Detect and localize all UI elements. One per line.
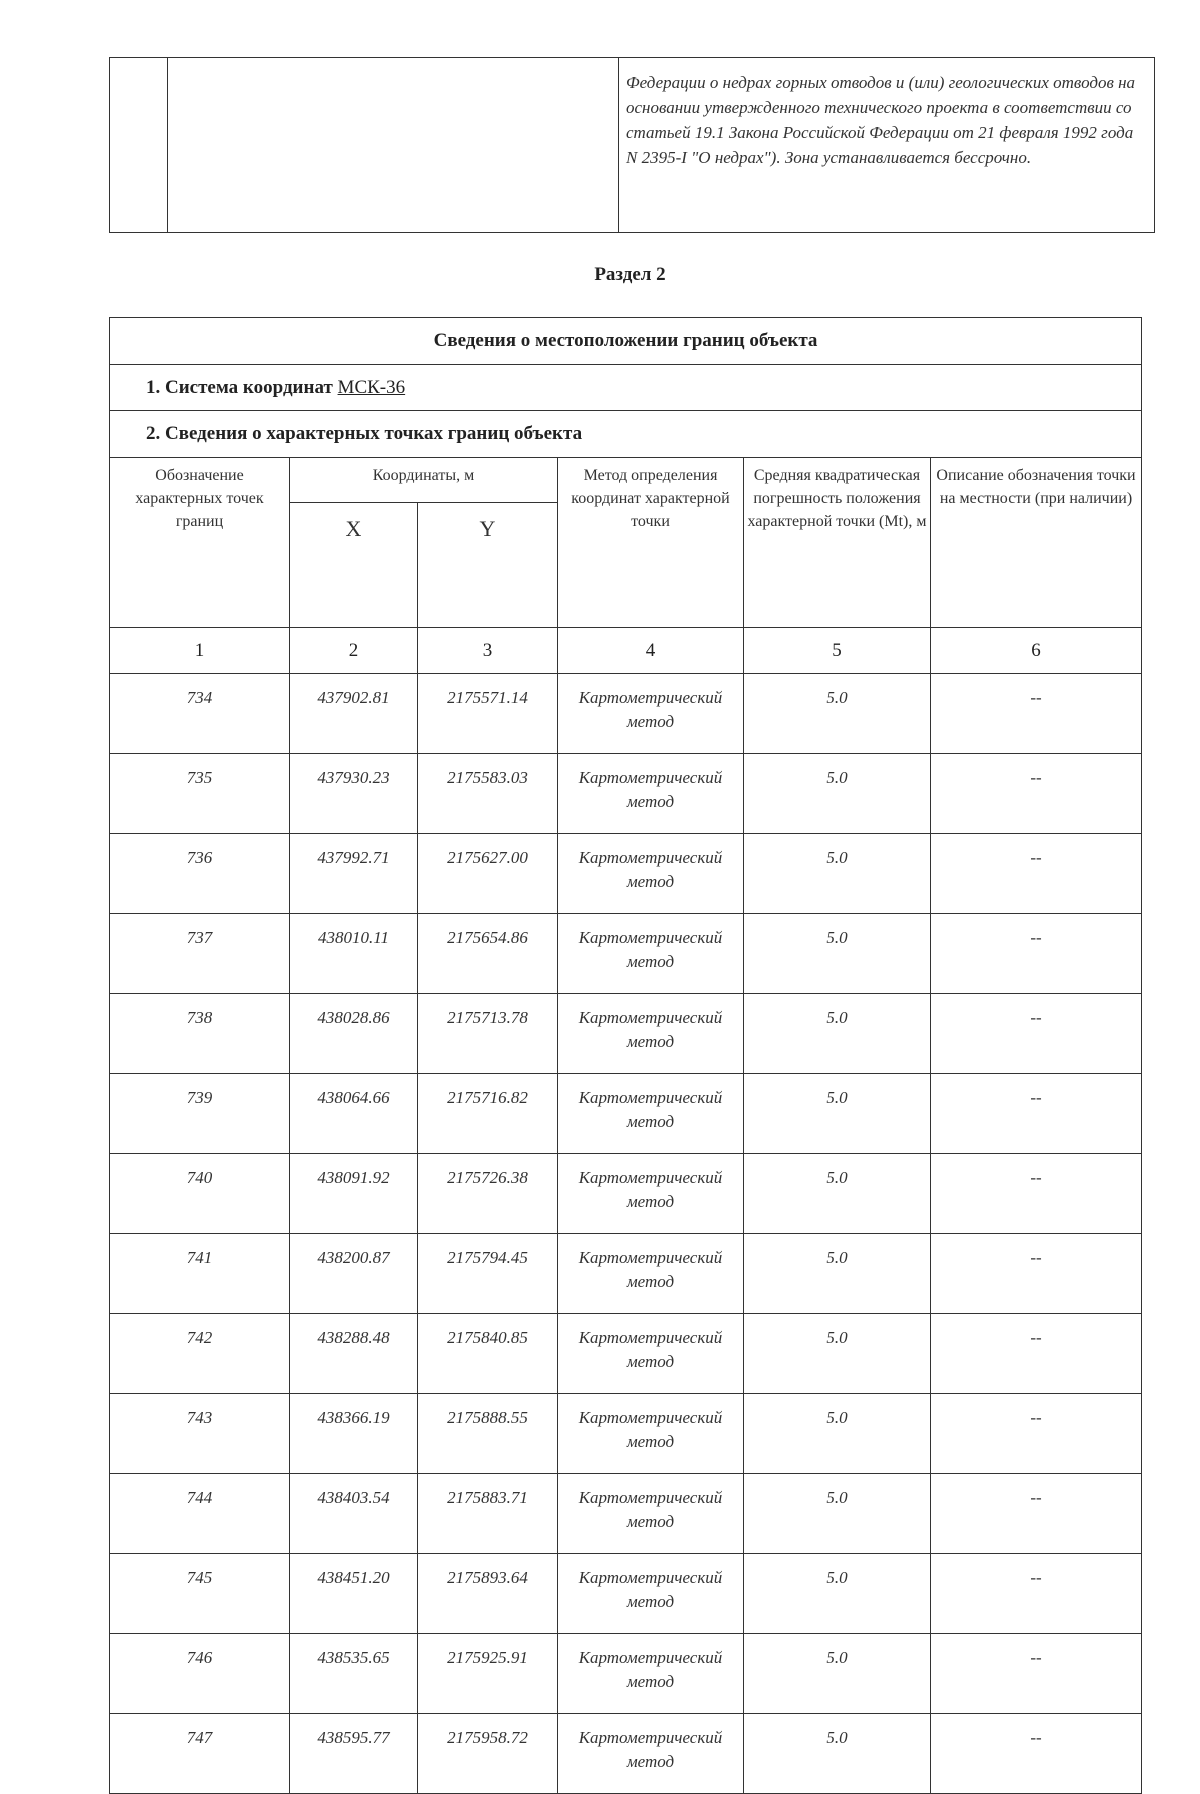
error-cell: 5.0 <box>744 1154 931 1234</box>
error-cell: 5.0 <box>744 994 931 1074</box>
table-row <box>110 1714 1142 1794</box>
table-row <box>110 1234 1142 1314</box>
table-row <box>110 1314 1142 1394</box>
continuation-cell-number <box>110 58 168 233</box>
y-cell: 2175583.03 <box>418 754 558 834</box>
description-cell: -- <box>931 754 1142 834</box>
error-cell: 5.0 <box>744 1314 931 1394</box>
table-row <box>110 1554 1142 1634</box>
description-cell: -- <box>931 1474 1142 1554</box>
error-cell: 5.0 <box>744 1634 931 1714</box>
column-number: 5 <box>744 628 931 674</box>
point-cell: 737 <box>110 914 290 994</box>
header-point-designation: Обозначение характерных точек границ <box>110 458 290 628</box>
point-cell: 739 <box>110 1074 290 1154</box>
y-cell: 2175893.64 <box>418 1554 558 1634</box>
error-cell: 5.0 <box>744 914 931 994</box>
x-cell: 438028.86 <box>290 994 418 1074</box>
description-cell: -- <box>931 674 1142 754</box>
continuation-row <box>110 58 1155 233</box>
x-cell: 438366.19 <box>290 1394 418 1474</box>
table-row <box>110 1634 1142 1714</box>
coord-system-label: 1. Система координат <box>146 376 333 398</box>
y-cell: 2175654.86 <box>418 914 558 994</box>
error-cell: 5.0 <box>744 1394 931 1474</box>
x-cell: 438535.65 <box>290 1634 418 1714</box>
error-cell: 5.0 <box>744 1234 931 1314</box>
x-cell: 438064.66 <box>290 1074 418 1154</box>
error-cell: 5.0 <box>744 674 931 754</box>
error-cell: 5.0 <box>744 1714 931 1794</box>
table-row <box>110 674 1142 754</box>
table-row <box>110 994 1142 1074</box>
y-cell: 2175883.71 <box>418 1474 558 1554</box>
table-row <box>110 1474 1142 1554</box>
method-cell: Картометрический метод <box>558 994 744 1074</box>
y-cell: 2175627.00 <box>418 834 558 914</box>
x-cell: 438200.87 <box>290 1234 418 1314</box>
description-cell: -- <box>931 1314 1142 1394</box>
method-cell: Картометрический метод <box>558 1314 744 1394</box>
method-cell: Картометрический метод <box>558 914 744 994</box>
description-cell: -- <box>931 1154 1142 1234</box>
table-row <box>110 754 1142 834</box>
x-cell: 438451.20 <box>290 1554 418 1634</box>
point-cell: 744 <box>110 1474 290 1554</box>
x-cell: 437930.23 <box>290 754 418 834</box>
table-title-row <box>110 318 1142 365</box>
method-cell: Картометрический метод <box>558 1394 744 1474</box>
header-x: X <box>290 503 418 628</box>
x-cell: 438595.77 <box>290 1714 418 1794</box>
point-cell: 743 <box>110 1394 290 1474</box>
method-cell: Картометрический метод <box>558 1074 744 1154</box>
header-description: Описание обозначения точки на местности (при наличии) <box>931 458 1142 628</box>
point-cell: 740 <box>110 1154 290 1234</box>
description-cell: -- <box>931 1394 1142 1474</box>
x-cell: 438403.54 <box>290 1474 418 1554</box>
table-row <box>110 1394 1142 1474</box>
error-cell: 5.0 <box>744 1554 931 1634</box>
table-row <box>110 914 1142 994</box>
point-cell: 738 <box>110 994 290 1074</box>
method-cell: Картометрический метод <box>558 834 744 914</box>
error-cell: 5.0 <box>744 1074 931 1154</box>
header-y: Y <box>418 503 558 628</box>
point-cell: 746 <box>110 1634 290 1714</box>
description-cell: -- <box>931 1714 1142 1794</box>
description-cell: -- <box>931 914 1142 994</box>
point-cell: 742 <box>110 1314 290 1394</box>
error-cell: 5.0 <box>744 1474 931 1554</box>
y-cell: 2175888.55 <box>418 1394 558 1474</box>
continuation-cell-name <box>168 58 619 233</box>
error-cell: 5.0 <box>744 834 931 914</box>
point-cell: 734 <box>110 674 290 754</box>
point-cell: 736 <box>110 834 290 914</box>
method-cell: Картометрический метод <box>558 1474 744 1554</box>
header-coordinates: Координаты, м <box>290 458 558 503</box>
error-cell: 5.0 <box>744 754 931 834</box>
y-cell: 2175840.85 <box>418 1314 558 1394</box>
method-cell: Картометрический метод <box>558 1714 744 1794</box>
coord-system-value: МСК-36 <box>337 376 406 398</box>
x-cell: 438288.48 <box>290 1314 418 1394</box>
description-cell: -- <box>931 1634 1142 1714</box>
method-cell: Картометрический метод <box>558 1234 744 1314</box>
description-cell: -- <box>931 834 1142 914</box>
method-cell: Картометрический метод <box>558 1634 744 1714</box>
x-cell: 438091.92 <box>290 1154 418 1234</box>
table-row <box>110 1154 1142 1234</box>
column-number: 1 <box>110 628 290 674</box>
header-error: Средняя квадратическая погрешность положения характерной точки (Mt), м <box>744 458 931 628</box>
point-cell: 741 <box>110 1234 290 1314</box>
boundary-points-table <box>109 317 1142 1794</box>
table-row <box>110 1074 1142 1154</box>
table-title: Сведения о местоположении границ объекта <box>110 318 1142 365</box>
coord-system-cell <box>110 365 1142 411</box>
description-cell: -- <box>931 994 1142 1074</box>
column-number: 3 <box>418 628 558 674</box>
section-title: Раздел 2 <box>594 264 666 285</box>
column-numbers-row <box>110 628 1142 674</box>
y-cell: 2175716.82 <box>418 1074 558 1154</box>
y-cell: 2175571.14 <box>418 674 558 754</box>
continuation-cell-text: Федерации о недрах горных отводов и (или) геологических отводов на основании утвержденного технического проекта в соответствии со статьей 19.1 Закона Российской Федерации от 21 февраля 1992 года N 2395-I "О недрах"). Зона устанавливается бессрочно. <box>619 58 1155 233</box>
column-number: 6 <box>931 628 1142 674</box>
y-cell: 2175925.91 <box>418 1634 558 1714</box>
description-cell: -- <box>931 1074 1142 1154</box>
column-number: 4 <box>558 628 744 674</box>
method-cell: Картометрический метод <box>558 1554 744 1634</box>
continuation-table <box>109 57 1155 233</box>
y-cell: 2175726.38 <box>418 1154 558 1234</box>
method-cell: Картометрический метод <box>558 754 744 834</box>
column-number: 2 <box>290 628 418 674</box>
x-cell: 437902.81 <box>290 674 418 754</box>
x-cell: 438010.11 <box>290 914 418 994</box>
point-cell: 747 <box>110 1714 290 1794</box>
header-row-1 <box>110 458 1142 503</box>
point-cell: 735 <box>110 754 290 834</box>
y-cell: 2175794.45 <box>418 1234 558 1314</box>
description-cell: -- <box>931 1234 1142 1314</box>
points-heading-row <box>110 411 1142 458</box>
y-cell: 2175958.72 <box>418 1714 558 1794</box>
point-cell: 745 <box>110 1554 290 1634</box>
points-heading: 2. Сведения о характерных точках границ объекта <box>110 411 1142 458</box>
y-cell: 2175713.78 <box>418 994 558 1074</box>
method-cell: Картометрический метод <box>558 1154 744 1234</box>
description-cell: -- <box>931 1554 1142 1634</box>
coord-system-row <box>110 365 1142 411</box>
method-cell: Картометрический метод <box>558 674 744 754</box>
header-method: Метод определения координат характерной точки <box>558 458 744 628</box>
table-row <box>110 834 1142 914</box>
x-cell: 437992.71 <box>290 834 418 914</box>
